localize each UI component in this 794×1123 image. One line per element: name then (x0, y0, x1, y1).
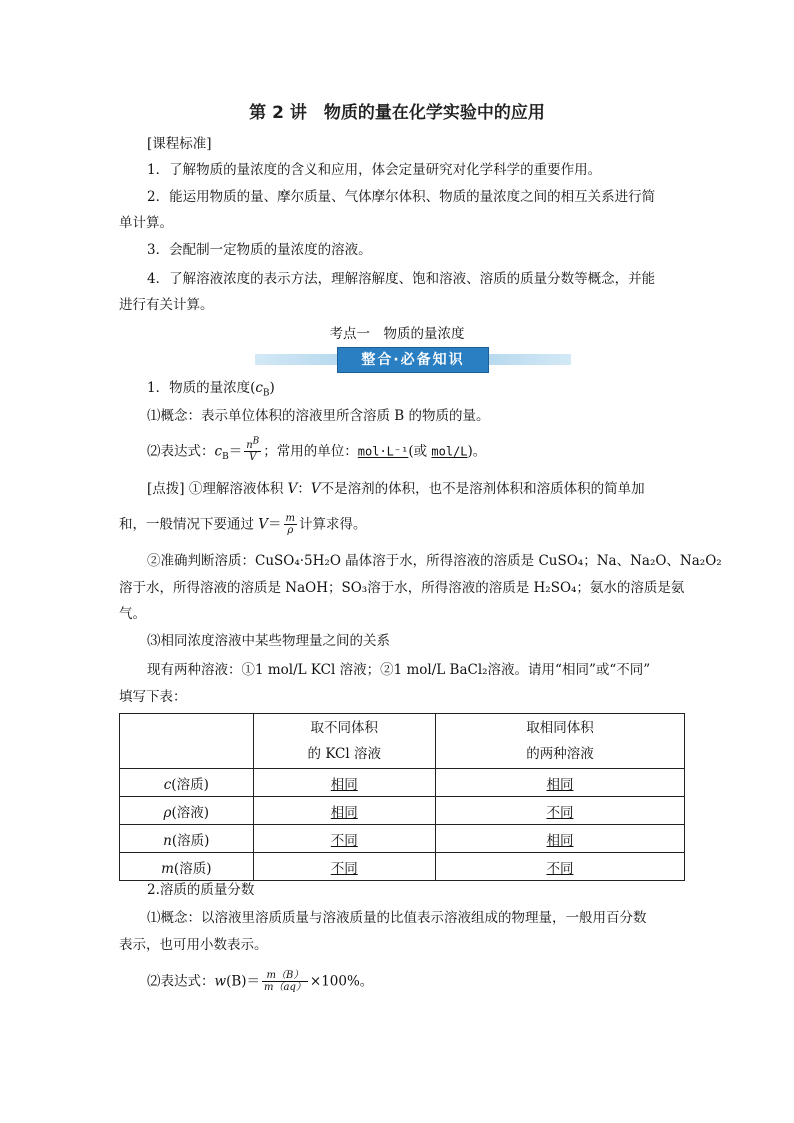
unit-mol-per-l: mol·L⁻¹ (357, 444, 409, 459)
relation-intro: 填写下表： (119, 689, 187, 705)
section-banner: 整合·必备知识 (337, 347, 489, 373)
tip-line: 溶于水，所得溶液的溶质是 NaOH；SO₃溶于水，所得溶液的溶质是 H₂SO₄；氨水的溶质是氨 (119, 580, 685, 596)
table-row-label: n(溶质) (120, 825, 254, 853)
table-row (120, 797, 685, 825)
section2-heading: 2.溶质的质量分数 (147, 882, 255, 898)
table-cell: 不同 (253, 853, 435, 881)
concept-line: ⑴概念：以溶液里溶质质量与溶液质量的比值表示溶液组成的物理量，一般用百分数 (147, 910, 647, 926)
course-standard-item: 3．会配制一定物质的量浓度的溶液。 (147, 242, 372, 258)
table-row-label: m(溶质) (120, 853, 254, 881)
unit-mol-slash-l: mol/L (431, 444, 468, 459)
tip-line: 气。 (119, 606, 146, 622)
table-cell: 相同 (253, 797, 435, 825)
relation-heading: ⑶相同浓度溶液中某些物理量之间的关系 (147, 633, 390, 649)
table-header-cell: 取相同体积 的两种溶液 (435, 714, 684, 769)
course-standard-item: 单计算。 (119, 215, 173, 231)
course-standard-item: 进行有关计算。 (119, 297, 214, 313)
mass-fraction-expression: ⑵表达式：w(B)＝ $\frac{m(B)}{m(aq)}$ ×100%。 (147, 970, 374, 993)
table-row (120, 825, 685, 853)
table-row (120, 769, 685, 797)
section1-heading: 1．物质的量浓度$(c_B)$ (147, 380, 275, 399)
table-header-cell (120, 714, 254, 769)
course-standard-item: 2．能运用物质的量、摩尔质量、气体摩尔体积、物质的量浓度之间的相互关系进行简 (147, 189, 656, 205)
table-header-row (120, 714, 685, 769)
table-cell: 不同 (435, 797, 684, 825)
volume-fraction: $\frac{m}{\rho}$ (285, 513, 296, 536)
relation-intro: 现有两种溶液：①1 mol/L KCl 溶液；②1 mol/L BaCl₂溶液。请用“相同”或“不同” (147, 662, 651, 678)
course-standard-heading: [课程标准] (147, 136, 212, 152)
table-cell: 相同 (435, 825, 684, 853)
concept-line: ⑴概念：表示单位体积的溶液里所含溶质 B 的物质的量。 (147, 408, 490, 424)
table-cell: 不同 (253, 825, 435, 853)
comparison-table (119, 713, 685, 881)
expression-line: ⑵表达式：$c_B=$ $\frac{n^B}{V}$ ；常用的单位：mol·L⁻¹(或 mol/L)。 (147, 436, 487, 463)
table-row-label: ρ(溶液) (120, 797, 254, 825)
page-title: 第 2 讲 物质的量在化学实验中的应用 (249, 103, 545, 123)
tip-line: 和，一般情况下要通过 V＝ $\frac{m}{\rho}$ 计算求得。 (119, 513, 367, 536)
table-cell: 不同 (435, 853, 684, 881)
mass-fraction: $\frac{m(B)}{m(aq)}$ (264, 970, 306, 993)
tip-line: [点拨] ①理解溶液体积 V：V不是溶剂的体积，也不是溶剂体积和溶质体积的简单加 (147, 481, 645, 497)
table-header-cell: 取不同体积 的 KCl 溶液 (253, 714, 435, 769)
tip-line: ②准确判断溶质：CuSO₄·5H₂O 晶体溶于水，所得溶液的溶质是 CuSO₄；Na、Na₂O、Na₂O₂ (147, 553, 722, 569)
course-standard-item: 4．了解溶液浓度的表示方法，理解溶解度、饱和溶液、溶质的质量分数等概念，并能 (147, 271, 656, 287)
course-standard-item: 1．了解物质的量浓度的含义和应用，体会定量研究对化学科学的重要作用。 (147, 162, 602, 178)
table-row-label: c(溶质) (120, 769, 254, 797)
table-cell: 相同 (435, 769, 684, 797)
concentration-fraction: $\frac{n^B}{V}$ (246, 436, 260, 463)
table-cell: 相同 (253, 769, 435, 797)
concept-line: 表示，也可用小数表示。 (119, 937, 268, 953)
exam-point-heading: 考点一 物质的量浓度 (329, 326, 465, 342)
table-row (120, 853, 685, 881)
